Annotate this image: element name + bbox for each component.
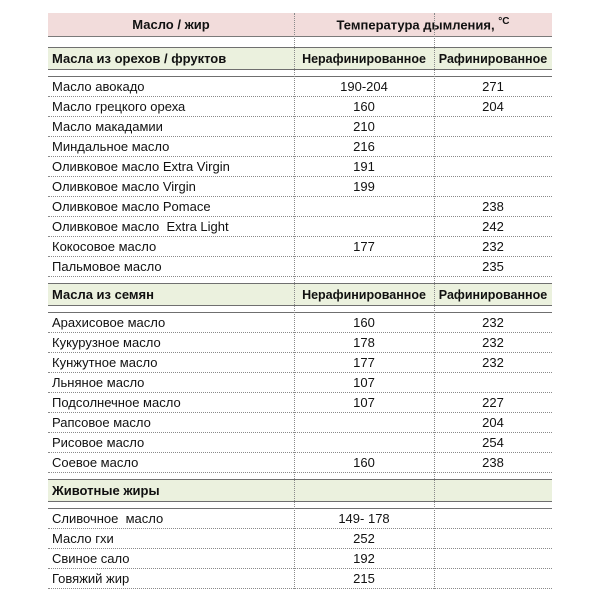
table-row [48,509,552,529]
refined-value: 235 [482,259,504,274]
oil-name: Масло авокадо [52,79,145,94]
oil-name: Миндальное масло [52,139,170,154]
refined-value: 227 [482,395,504,410]
unrefined-value: 192 [353,551,375,566]
table-row [48,157,552,177]
oil-name: Свиное сало [52,551,130,566]
table-row [48,569,552,589]
section-header [48,480,552,502]
section-title: Животные жиры [52,483,160,498]
table-row [48,373,552,393]
oil-name: Оливковое масло Extra Virgin [52,159,230,174]
smoke-point-table [48,13,552,589]
unrefined-value: 191 [353,159,375,174]
refined-value: 232 [482,315,504,330]
refined-value: 254 [482,435,504,450]
table-row [48,549,552,569]
col-refined: Рафинированное [438,287,548,302]
table-row [48,393,552,413]
unrefined-value: 177 [353,239,375,254]
table-row [48,77,552,97]
section-header [48,48,552,70]
table-row [48,353,552,373]
oil-name: Оливковое масло Pomace [52,199,211,214]
unrefined-value: 160 [353,315,375,330]
spacer [48,502,552,509]
refined-value: 232 [482,355,504,370]
table-row [48,529,552,549]
oil-name: Кунжутное масло [52,355,158,370]
column-divider [294,13,295,589]
unrefined-value: 107 [353,395,375,410]
table-row [48,237,552,257]
spacer [48,37,552,48]
unrefined-value: 190-204 [340,79,388,94]
header-temp-unit: °C [498,16,510,28]
table-row [48,453,552,473]
column-divider [434,13,435,589]
refined-value: 238 [482,199,504,214]
oil-name: Соевое масло [52,455,139,470]
oil-name: Масло макадамии [52,119,163,134]
refined-value: 271 [482,79,504,94]
unrefined-value: 177 [353,355,375,370]
oil-name: Кокосовое масло [52,239,157,254]
table-row [48,333,552,353]
table-row [48,197,552,217]
section-header [48,284,552,306]
oil-name: Оливковое масло Virgin [52,179,196,194]
table-row [48,97,552,117]
oil-name: Масло грецкого ореха [52,99,186,114]
refined-value: 242 [482,219,504,234]
table-row [48,137,552,157]
refined-value: 232 [482,335,504,350]
oil-name: Оливковое масло Extra Light [52,219,229,234]
col-unrefined: Нерафинированное [302,51,426,66]
unrefined-value: 216 [353,139,375,154]
oil-name: Льняное масло [52,375,145,390]
table-row [48,177,552,197]
oil-name: Масло гхи [52,531,114,546]
unrefined-value: 160 [353,455,375,470]
oil-name: Пальмовое масло [52,259,162,274]
table-row [48,433,552,453]
refined-value: 238 [482,455,504,470]
table-row [48,217,552,237]
unrefined-value: 215 [353,571,375,586]
refined-value: 204 [482,415,504,430]
spacer [48,473,552,480]
spacer [48,70,552,77]
oil-name: Рапсовое масло [52,415,151,430]
section-title: Масла из орехов / фруктов [52,51,227,66]
unrefined-value: 149- 178 [338,511,390,526]
unrefined-value: 199 [353,179,375,194]
oil-name: Сливочное масло [52,511,164,526]
unrefined-value: 160 [353,99,375,114]
table-row [48,313,552,333]
spacer [48,277,552,284]
unrefined-value: 178 [353,335,375,350]
header-temperature [294,16,552,32]
refined-value: 204 [482,99,504,114]
col-refined: Рафинированное [438,51,548,66]
table-row [48,413,552,433]
refined-value: 232 [482,239,504,254]
section-title: Масла из семян [52,287,154,302]
table-row [48,117,552,137]
header-oil: Масло / жир [132,17,210,32]
unrefined-value: 252 [353,531,375,546]
oil-name: Рисовое масло [52,435,145,450]
col-unrefined: Нерафинированное [302,287,426,302]
unrefined-value: 107 [353,375,375,390]
oil-name: Кукурузное масло [52,335,161,350]
header-temp-label: Температура дымления, [336,17,495,33]
oil-name: Подсолнечное масло [52,395,181,410]
oil-name: Говяжий жир [52,571,130,586]
oil-name: Арахисовое масло [52,315,166,330]
unrefined-value: 210 [353,119,375,134]
spacer [48,306,552,313]
table-header [48,13,552,37]
table-row [48,257,552,277]
